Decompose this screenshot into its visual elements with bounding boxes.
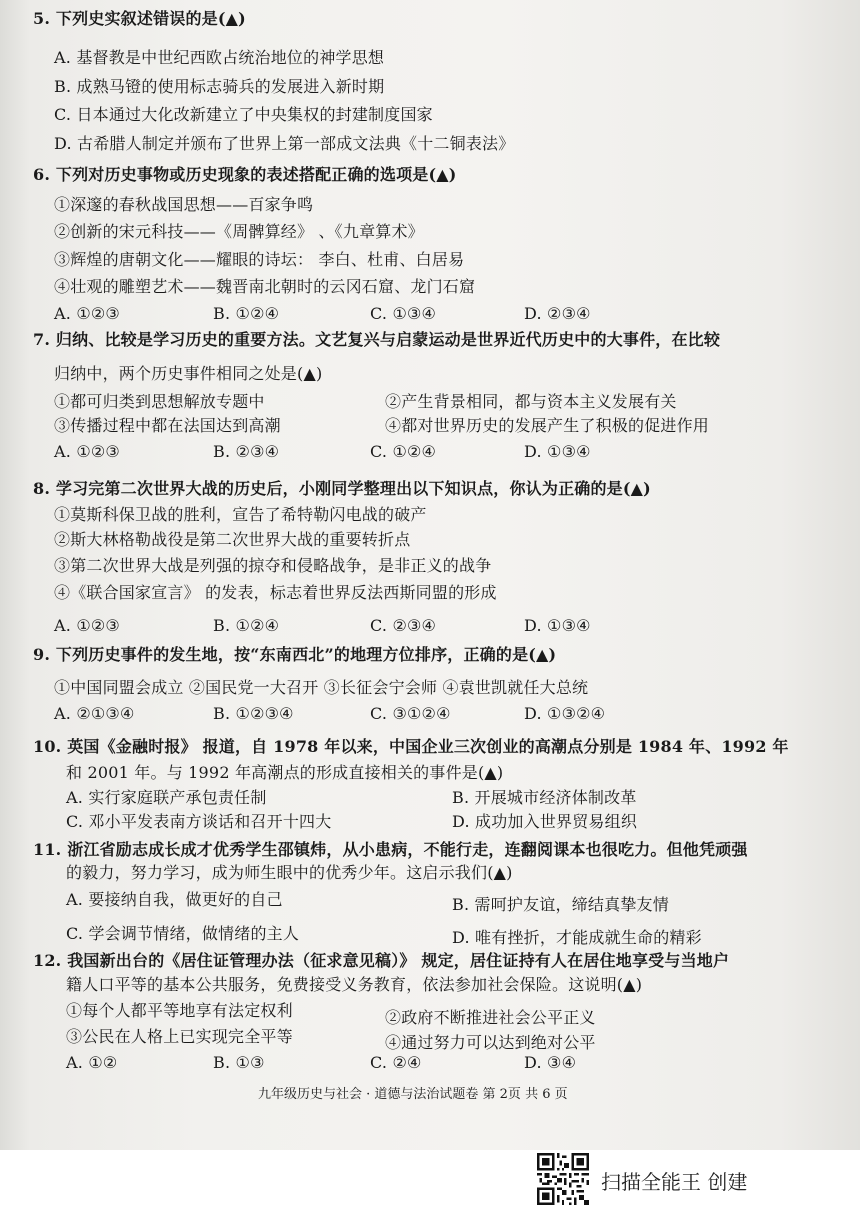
question-7-option-a: A. ①②③: [54, 442, 120, 461]
question-7-item-4: ④都对世界历史的发展产生了积极的促进作用: [385, 416, 710, 435]
question-7-option-c: C. ①②④: [370, 442, 437, 461]
question-8-item-3: ③第二次世界大战是列强的掠夺和侵略战争，是非正义的战争: [54, 556, 492, 575]
question-11-stem-cont: 的毅力，努力学习，成为师生眼中的优秀少年。这启示我们(▲): [66, 863, 513, 882]
question-12-item-2: ②政府不断推进社会公平正义: [385, 1008, 596, 1027]
question-9-option-b: B. ①②③④: [213, 704, 294, 723]
question-7-item-1: ①都可归类到思想解放专题中: [54, 392, 265, 411]
question-8-option-d: D. ①③④: [524, 616, 591, 635]
question-7-option-b: B. ②③④: [213, 442, 280, 461]
question-12-option-b: B. ①③: [213, 1053, 265, 1072]
question-10-option-c: C. 邓小平发表南方谈话和召开十四大: [66, 812, 332, 831]
question-8-stem: 8. 学习完第二次世界大战的历史后，小刚同学整理出以下知识点，你认为正确的是(▲): [33, 479, 651, 498]
question-5-option-b: B. 成熟马镫的使用标志骑兵的发展进入新时期: [54, 77, 385, 96]
question-12-option-d: D. ③④: [524, 1053, 577, 1072]
question-12-stem-cont: 籍人口平等的基本公共服务，免费接受义务教育，依法参加社会保险。这说明(▲): [66, 975, 643, 994]
qr-code-icon: [537, 1153, 589, 1205]
question-8-item-2: ②斯大林格勒战役是第二次世界大战的重要转折点: [54, 530, 411, 549]
question-7-stem-cont: 归纳中，两个历史事件相同之处是(▲): [54, 364, 323, 383]
question-6-option-c: C. ①③④: [370, 304, 437, 323]
question-6-option-a: A. ①②③: [54, 304, 120, 323]
question-11-option-d: D. 唯有挫折，才能成就生命的精彩: [452, 928, 702, 947]
question-6-option-d: D. ②③④: [524, 304, 591, 323]
question-12-stem: 12. 我国新出台的《居住证管理办法（征求意见稿）》 规定，居住证持有人在居住地享受与当地户: [33, 951, 730, 970]
question-7-option-d: D. ①③④: [524, 442, 591, 461]
question-6-stem: 6. 下列对历史事物或历史现象的表述搭配正确的选项是(▲): [33, 165, 457, 184]
question-11-option-b: B. 需呵护友谊，缔结真挚友情: [452, 895, 669, 914]
question-5-option-d: D. 古希腊人制定并颁布了世界上第一部成文法典《十二铜表法》: [54, 134, 515, 153]
question-12-item-1: ①每个人都平等地享有法定权利: [66, 1001, 293, 1020]
question-10-option-d: D. 成功加入世界贸易组织: [452, 812, 638, 831]
question-8-option-c: C. ②③④: [370, 616, 437, 635]
question-12-option-c: C. ②④: [370, 1053, 422, 1072]
question-12-option-a: A. ①②: [66, 1053, 118, 1072]
question-9-option-d: D. ①③②④: [524, 704, 606, 723]
question-11-option-c: C. 学会调节情绪，做情绪的主人: [66, 924, 300, 943]
question-11-option-a: A. 要接纳自我，做更好的自己: [66, 890, 283, 909]
question-10-option-b: B. 开展城市经济体制改革: [452, 788, 637, 807]
question-5-stem: 5. 下列史实叙述错误的是(▲): [33, 9, 246, 28]
question-6-item-2: ②创新的宋元科技——《周髀算经》 、《九章算术》: [54, 222, 424, 241]
question-12-item-3: ③公民在人格上已实现完全平等: [66, 1027, 293, 1046]
question-6-item-1: ①深邃的春秋战国思想——百家争鸣: [54, 195, 314, 214]
question-7-stem: 7. 归纳、比较是学习历史的重要方法。文艺复兴与启蒙运动是世界近代历史中的大事件，在比较: [33, 330, 721, 349]
question-10-option-a: A. 实行家庭联产承包责任制: [66, 788, 267, 807]
question-9-items: ①中国同盟会成立 ②国民党一大召开 ③长征会宁会师 ④袁世凯就任大总统: [54, 678, 589, 697]
question-8-option-a: A. ①②③: [54, 616, 120, 635]
question-9-option-a: A. ②①③④: [54, 704, 135, 723]
question-7-item-2: ②产生背景相同，都与资本主义发展有关: [385, 392, 677, 411]
question-11-stem: 11. 浙江省励志成长成才优秀学生邵镇炜，从小患病，不能行走，连翻阅课本也很吃力。但他凭顽强: [33, 840, 748, 859]
question-8-option-b: B. ①②④: [213, 616, 280, 635]
question-10-stem-cont: 和 2001 年。与 1992 年高潮点的形成直接相关的事件是(▲): [66, 763, 504, 782]
question-12-item-4: ④通过努力可以达到绝对公平: [385, 1033, 596, 1052]
question-5-option-c: C. 日本通过大化改新建立了中央集权的封建制度国家: [54, 105, 433, 124]
question-5-option-a: A. 基督教是中世纪西欧占统治地位的神学思想: [54, 48, 385, 67]
question-6-item-4: ④壮观的雕塑艺术——魏晋南北朝时的云冈石窟、龙门石窟: [54, 277, 476, 296]
question-6-option-b: B. ①②④: [213, 304, 280, 323]
page-footer: 九年级历史与社会 · 道德与法治试题卷 第 2页 共 6 页: [258, 1087, 568, 1102]
scanner-watermark-label: 扫描全能王 创建: [601, 1170, 748, 1194]
question-8-item-1: ①莫斯科保卫战的胜利，宣告了希特勒闪电战的破产: [54, 505, 427, 524]
question-7-item-3: ③传播过程中都在法国达到高潮: [54, 416, 281, 435]
question-10-stem: 10. 英国《金融时报》 报道，自 1978 年以来，中国企业三次创业的高潮点分别是 1984 年、1992 年: [33, 737, 789, 756]
question-8-item-4: ④《联合国家宣言》 的发表，标志着世界反法西斯同盟的形成: [54, 583, 497, 602]
question-9-option-c: C. ③①②④: [370, 704, 451, 723]
question-9-stem: 9. 下列历史事件的发生地，按“东南西北”的地理方位排序，正确的是(▲): [33, 645, 557, 664]
question-6-item-3: ③辉煌的唐朝文化——耀眼的诗坛： 李白、杜甫、白居易: [54, 250, 465, 269]
